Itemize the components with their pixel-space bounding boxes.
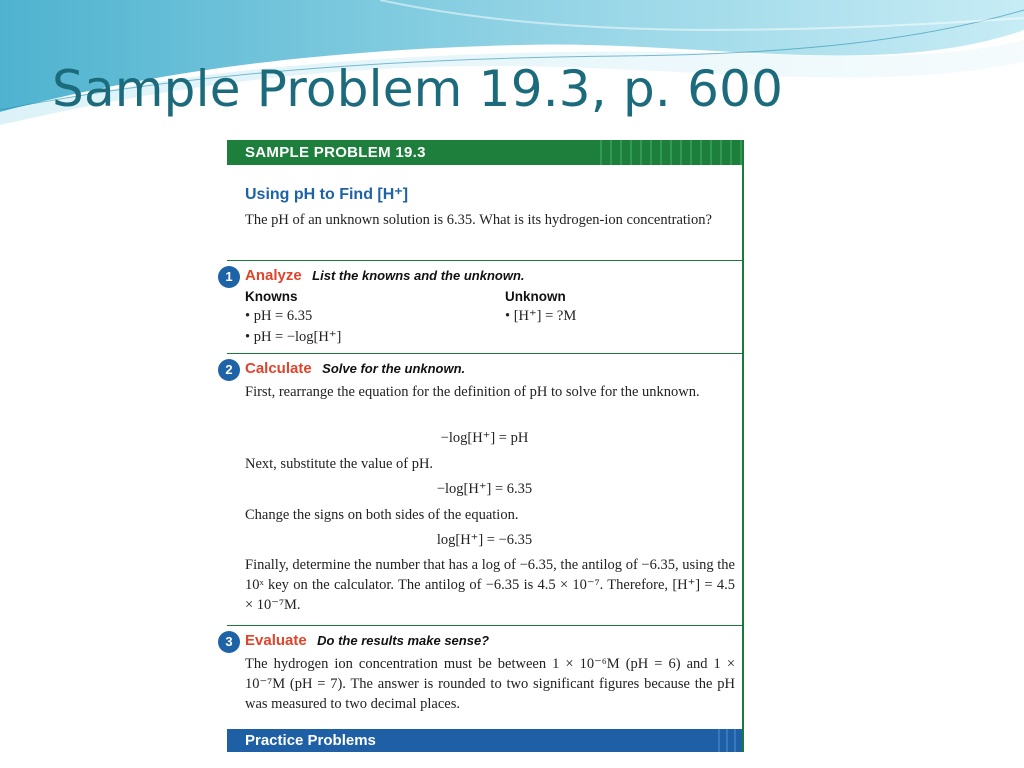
problem-title: Using pH to Find [H⁺]	[245, 186, 409, 203]
equation-3: log[H⁺] = −6.35	[436, 532, 533, 548]
practice-stripes	[712, 729, 742, 752]
step-3-description: Do the results make sense?	[317, 633, 490, 648]
knowns-label: Knowns	[245, 289, 298, 304]
equation-2: −log[H⁺] = 6.35	[436, 481, 533, 497]
known-item: • pH = −log[H⁺]	[245, 329, 342, 345]
step-3-heading	[245, 632, 489, 650]
textbook-excerpt	[227, 140, 744, 752]
slide-title: Sample Problem 19.3, p. 600	[52, 60, 784, 118]
step-3-number-icon: 3	[218, 631, 240, 653]
step-1-number-icon: 1	[218, 266, 240, 288]
divider-3	[227, 625, 742, 626]
evaluate-text: The hydrogen ion concentration must be between 1 × 10⁻⁶M (pH = 6) and 1 × 10⁻⁷M (pH = 7). The answer is rounded to two significant figures because the pH was measured to two decimal places.	[245, 656, 735, 712]
sample-problem-header: SAMPLE PROBLEM 19.3	[245, 144, 426, 161]
calculate-text-2: Next, substitute the value of pH.	[245, 456, 434, 472]
practice-problems-bar	[227, 729, 742, 752]
problem-statement: The pH of an unknown solution is 6.35. What is its hydrogen-ion concentration?	[245, 212, 712, 228]
calculate-text-3: Change the signs on both sides of the equation.	[245, 507, 519, 523]
equation-1: −log[H⁺] = pH	[440, 430, 529, 446]
step-1-heading	[245, 267, 525, 285]
practice-problems-label: Practice Problems	[245, 732, 376, 749]
sample-problem-header-bar	[227, 140, 742, 165]
calculate-text-4: Finally, determine the number that has a log of −6.35, the antilog of −6.35, using the 10ˣ key on the calculator. The antilog of −6.35 is 4.5 × 10⁻⁷. Therefore, [H⁺] = 4.5 × 10⁻⁷M.	[245, 557, 735, 613]
unknown-item: • [H⁺] = ?M	[505, 308, 577, 324]
unknown-label: Unknown	[505, 289, 566, 304]
divider-1	[227, 260, 742, 261]
step-2-heading	[245, 360, 465, 378]
divider-2	[227, 353, 742, 354]
step-1-name: Analyze	[245, 267, 302, 284]
step-2-number-icon: 2	[218, 359, 240, 381]
step-3-name: Evaluate	[245, 632, 307, 649]
header-stripes	[592, 140, 742, 165]
step-2-name: Calculate	[245, 360, 312, 377]
known-item: • pH = 6.35	[245, 308, 313, 324]
step-2-description: Solve for the unknown.	[322, 361, 466, 376]
calculate-text-1: First, rearrange the equation for the definition of pH to solve for the unknown.	[245, 384, 700, 400]
step-1-description: List the knowns and the unknown.	[312, 268, 525, 283]
